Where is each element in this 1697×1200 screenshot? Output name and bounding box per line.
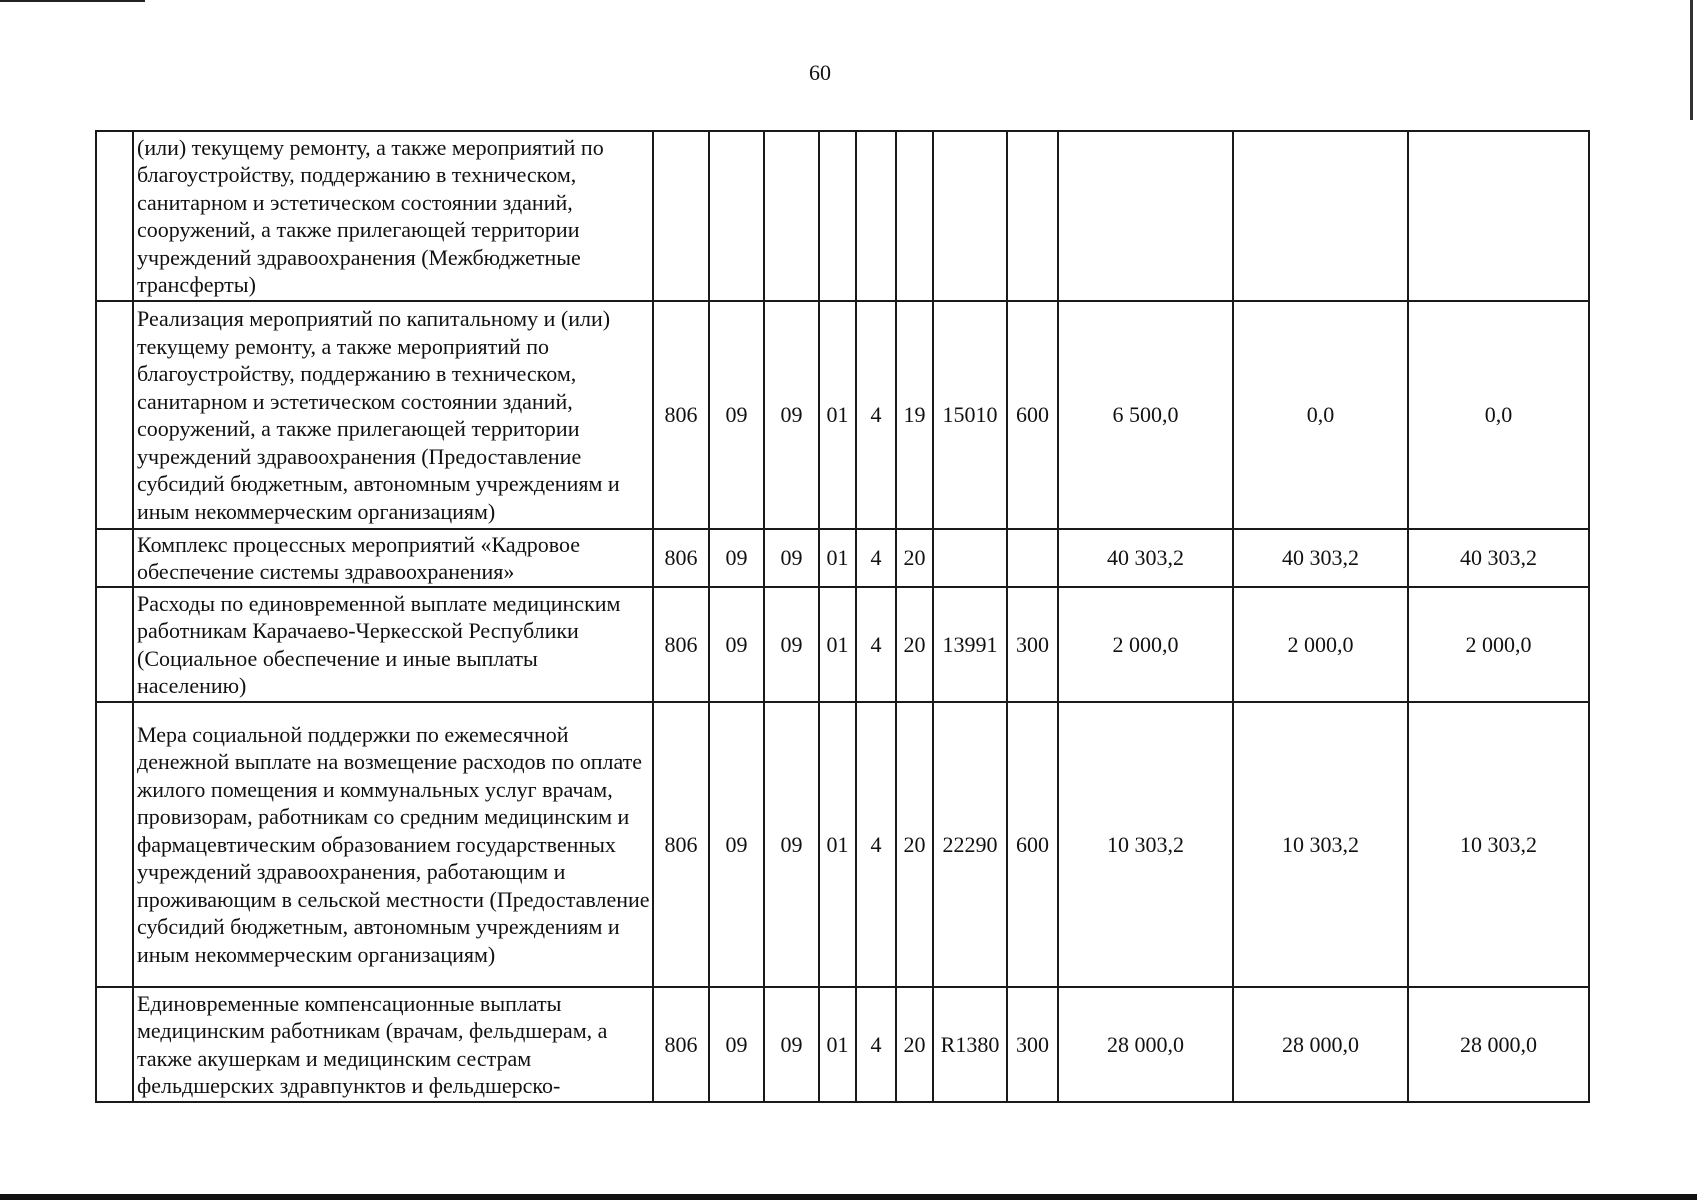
subprogram-code: 4 [856,702,896,987]
row-name: Мера социальной поддержки по ежемесячной денежной выплате на возмещение расходов по оплате жилого помещения и коммунальных услуг врачам, провизорам, работникам со средним медицинским и фармацевтическим образованием государственных учреждений здравоохранения, работающим и проживающим в сельской местности (Предоставление субсидий бюджетным, автономным учреждениям и иным некоммерческим организациям) [133,702,653,987]
row-number-cell [96,131,133,301]
amount-year-2: 0,0 [1233,301,1408,529]
subprogram-code: 4 [856,529,896,587]
event-code: 20 [896,987,933,1102]
expense-type-code [1007,529,1058,587]
row-number-cell [96,702,133,987]
direction-code [933,529,1007,587]
subsection-code: 09 [764,702,819,987]
table-row [96,987,1589,1102]
amount-year-2: 2 000,0 [1233,587,1408,702]
subprogram-code: 4 [856,301,896,529]
grbs-code: 806 [653,587,709,702]
subsection-code: 09 [764,587,819,702]
program-code [819,131,856,301]
row-name: Реализация мероприятий по капитальному и (или) текущему ремонту, а также мероприятий по благоустройству, поддержанию в техническом, санитарном и эстетическом состоянии зданий, сооружений, а также прилегающей территории учреждений здравоохранения (Предоставление субсидий бюджетным, автономным учреждениям и иным некоммерческим организациям) [133,301,653,529]
direction-code: R1380 [933,987,1007,1102]
amount-year-1: 10 303,2 [1058,702,1233,987]
subsection-code: 09 [764,529,819,587]
section-code: 09 [709,702,764,987]
row-number-cell [96,529,133,587]
event-code: 19 [896,301,933,529]
grbs-code: 806 [653,529,709,587]
section-code: 09 [709,987,764,1102]
expense-type-code: 600 [1007,301,1058,529]
event-code: 20 [896,587,933,702]
amount-year-3: 0,0 [1408,301,1589,529]
amount-year-1: 40 303,2 [1058,529,1233,587]
expense-type-code: 300 [1007,587,1058,702]
table-row [96,587,1589,702]
table-row [96,529,1589,587]
row-name: Расходы по единовременной выплате медицинским работникам Карачаево-Черкесской Республики (Социальное обеспечение и иные выплаты населению) [133,587,653,702]
direction-code: 15010 [933,301,1007,529]
grbs-code: 806 [653,702,709,987]
section-code: 09 [709,529,764,587]
direction-code [933,131,1007,301]
subprogram-code: 4 [856,987,896,1102]
amount-year-2: 28 000,0 [1233,987,1408,1102]
program-code: 01 [819,301,856,529]
section-code: 09 [709,587,764,702]
amount-year-1 [1058,131,1233,301]
table-row [96,131,1589,301]
scan-edge-top [0,0,145,2]
direction-code: 13991 [933,587,1007,702]
expense-type-code [1007,131,1058,301]
amount-year-2: 10 303,2 [1233,702,1408,987]
program-code: 01 [819,987,856,1102]
amount-year-2: 40 303,2 [1233,529,1408,587]
table-row [96,702,1589,987]
amount-year-2 [1233,131,1408,301]
direction-code: 22290 [933,702,1007,987]
row-number-cell [96,301,133,529]
program-code: 01 [819,587,856,702]
amount-year-3: 28 000,0 [1408,987,1589,1102]
row-name: Единовременные компенсационные выплаты медицинским работникам (врачам, фельдшерам, а также акушеркам и медицинским сестрам фельдшерских здравпунктов и фельдшерско- [133,987,653,1102]
amount-year-1: 6 500,0 [1058,301,1233,529]
event-code: 20 [896,529,933,587]
amount-year-1: 2 000,0 [1058,587,1233,702]
page-number: 60 [809,60,831,85]
subsection-code: 09 [764,987,819,1102]
amount-year-3: 40 303,2 [1408,529,1589,587]
subsection-code [764,131,819,301]
program-code: 01 [819,702,856,987]
subprogram-code: 4 [856,587,896,702]
grbs-code [653,131,709,301]
amount-year-3: 10 303,2 [1408,702,1589,987]
subprogram-code [856,131,896,301]
expense-type-code: 300 [1007,987,1058,1102]
scan-edge-bottom [0,1194,1697,1200]
amount-year-3 [1408,131,1589,301]
table-body [96,131,1589,1102]
program-code: 01 [819,529,856,587]
row-number-cell [96,987,133,1102]
event-code: 20 [896,702,933,987]
grbs-code: 806 [653,987,709,1102]
table-row [96,301,1589,529]
expense-type-code: 600 [1007,702,1058,987]
amount-year-3: 2 000,0 [1408,587,1589,702]
scan-edge-right [1690,0,1693,120]
budget-table [95,130,1590,1103]
subsection-code: 09 [764,301,819,529]
row-name: Комплекс процессных мероприятий «Кадровое обеспечение системы здравоохранения» [133,529,653,587]
grbs-code: 806 [653,301,709,529]
section-code: 09 [709,301,764,529]
amount-year-1: 28 000,0 [1058,987,1233,1102]
event-code [896,131,933,301]
section-code [709,131,764,301]
row-name: (или) текущему ремонту, а также мероприятий по благоустройству, поддержанию в техническом, санитарном и эстетическом состоянии зданий, сооружений, а также прилегающей территории учреждений здравоохранения (Межбюджетные трансферты) [133,131,653,301]
row-number-cell [96,587,133,702]
